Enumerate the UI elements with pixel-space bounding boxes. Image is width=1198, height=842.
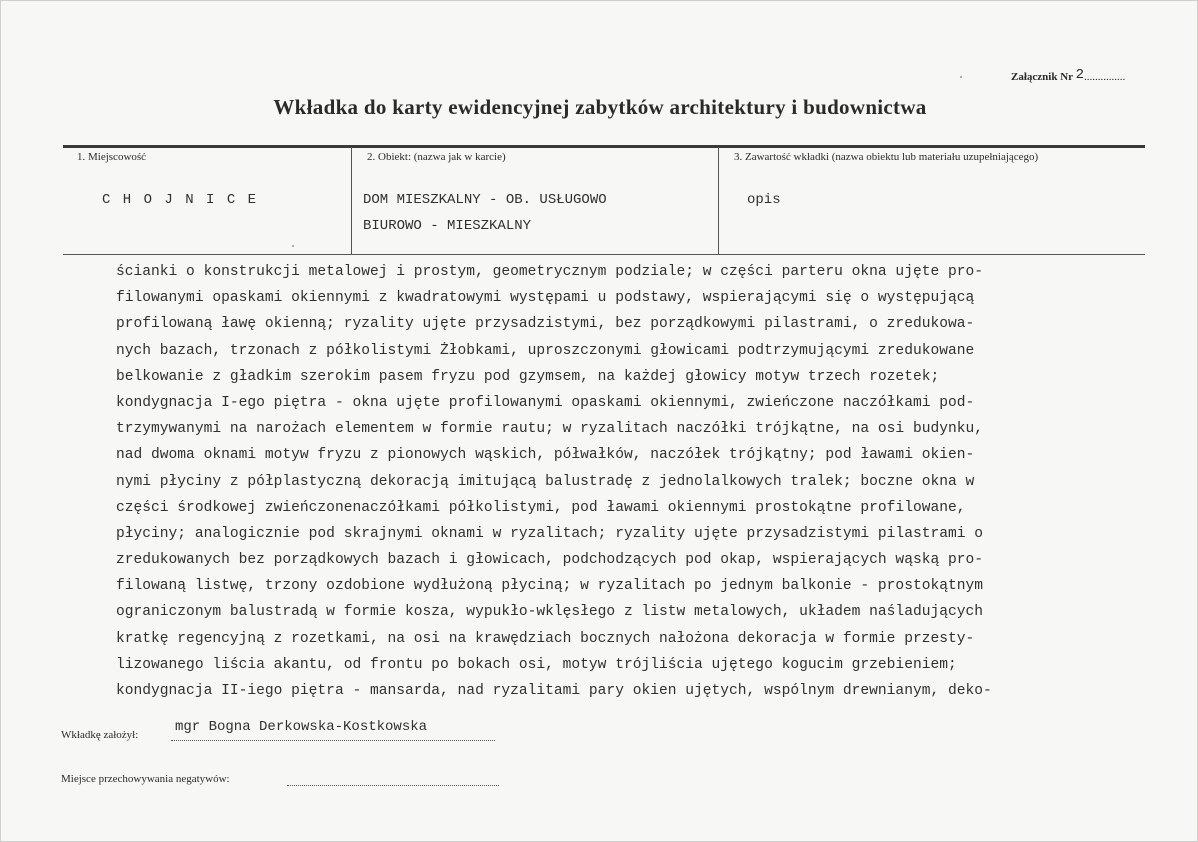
contents-label: 3. Zawartość wkładki (nazwa obiektu lub materiału uzupełniającego) — [734, 151, 1039, 163]
description-line: nymi płyciny z półplastyczną dekoracją imitującą balustradę z jednolalkowych tralek; boczne okna w — [116, 473, 975, 490]
locality-label: 1. Miejscowość — [77, 151, 147, 163]
description-line: trzymywanymi na narożach elementem w formie rautu; w ryzalitach naczółki trójkątne, na osi budynku, — [116, 421, 984, 438]
description-line: płyciny; analogicznie pod skrajnymi oknami w ryzalitach; ryzality ujęte przysadzistymi pilastrami o — [116, 525, 984, 542]
header-rule-bottom — [63, 254, 1145, 255]
negatives-label: Miejsce przechowywania negatywów: — [61, 773, 230, 785]
locality-value: C H O J N I C E — [102, 192, 259, 208]
description-body — [116, 259, 1116, 704]
description-line: kondygnacja II-iego piętra - mansarda, nad ryzalitami pary okien ujętych, wspólnym drewnianym, deko- — [116, 683, 992, 699]
object-value-line-1: DOM MIESZKALNY - OB. USŁUGOWO — [363, 192, 607, 208]
negatives-dotted-line — [287, 785, 499, 786]
description-line: ograniczonym balustradą w formie kosza, wypukło-wklęsłego z listw metalowych, układem naśladujących — [116, 604, 984, 621]
description-line: belkowanie z gładkim szerokim pasem fryzu pod gzymsem, na każdej głowicy motyw trzech rozetek; — [116, 368, 940, 385]
contents-value: opis — [747, 192, 781, 208]
author-value: mgr Bogna Derkowska-Kostkowska — [175, 719, 428, 735]
description-line: kratkę regencyjną z rozetkami, na osi na krawędziach bocznych nałożona dekoracja w formie przesty- — [116, 630, 975, 647]
description-line: zredukowanych bez porządkowych bazach i głowicach, podchodzących pod okap, wspierających wąską pro- — [116, 552, 984, 569]
annex-dots: ............... — [1083, 71, 1126, 83]
description-line: ścianki o konstrukcji metalowej i prostym, geometrycznym podziale; w części parteru okna ujęte pro- — [116, 264, 984, 280]
author-dotted-line — [171, 740, 495, 741]
object-value-line-2: BIUROWO - MIESZKALNY — [363, 218, 532, 234]
column-divider-2 — [718, 147, 719, 255]
annex-label: Załącznik Nr — [1011, 71, 1073, 83]
paper-speck — [292, 245, 294, 247]
description-line: filowanymi opaskami okiennymi z kwadratowymi występami u podstawy, wspierającymi się o występującą — [116, 290, 975, 307]
description-line: profilowaną ławę okienną; ryzality ujęte przysadzistymi, bez porządkowymi pilastrami, o zredukowa- — [116, 316, 975, 333]
annex-number-value: 2 — [1075, 67, 1084, 83]
paper-speck — [960, 76, 962, 78]
description-line: nad dwoma oknami motyw fryzu z pionowych wąskich, półwałków, naczółek trójkątny; pod ławami okien- — [116, 447, 975, 464]
description-line: nych bazach, trzonach z półkolistymi Żłobkami, uproszczonymi głowicami podtrzymującymi zredukowane — [116, 342, 975, 359]
author-label: Wkładkę założył: — [61, 729, 139, 741]
description-line: filowaną listwę, trzony ozdobione wydłużoną płyciną; w ryzalitach po jednym balkonie - prostokątnym — [116, 578, 984, 595]
header-rule-top — [63, 145, 1145, 148]
description-line: kondygnacja I-ego piętra - okna ujęte profilowanymi opaskami okiennymi, zwieńczone naczółkami pod- — [116, 394, 975, 411]
object-label: 2. Obiekt: (nazwa jak w karcie) — [367, 151, 506, 163]
description-line: części środkowej zwieńczonenaczółkami półkolistymi, pod ławami okiennymi prostokątne profilowane, — [116, 499, 966, 516]
column-divider-1 — [351, 147, 352, 255]
page-title: Wkładka do karty ewidencyjnej zabytków architektury i budownictwa — [273, 95, 927, 119]
description-line: lizowanego liścia akantu, od frontu po bokach osi, motyw trójliścia ujętego kogucim grzebieniem; — [116, 656, 957, 673]
annex-number — [1011, 69, 1125, 85]
